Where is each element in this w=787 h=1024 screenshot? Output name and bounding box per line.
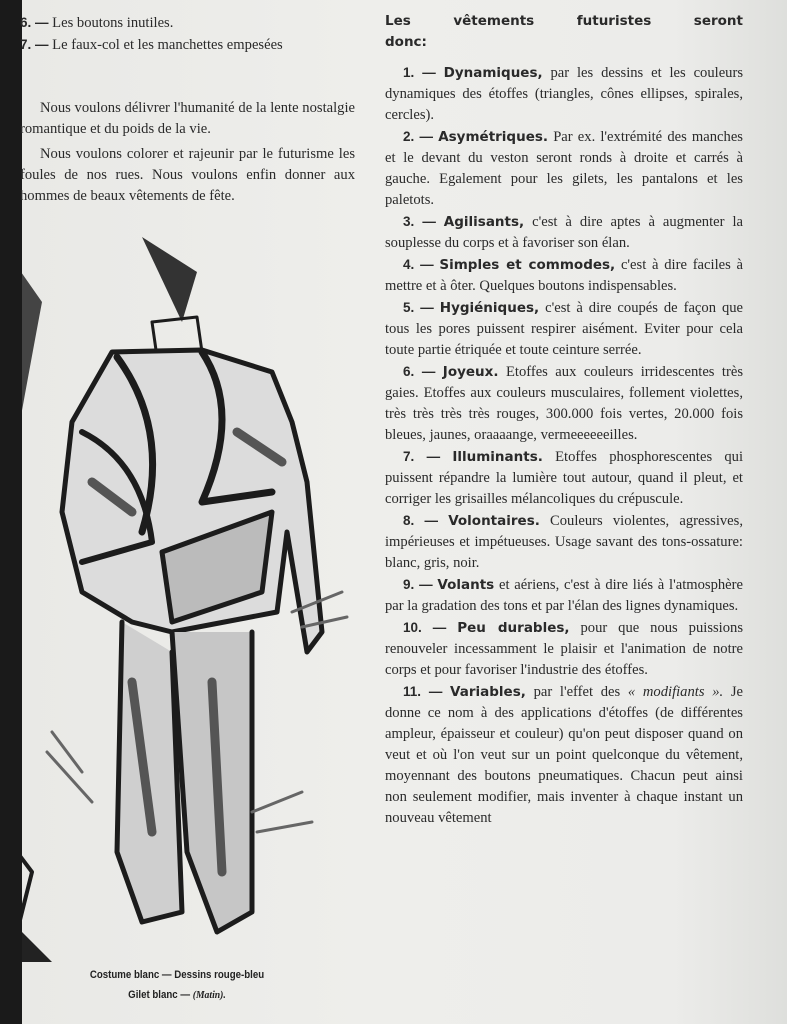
item-number: 11. — [403, 684, 443, 699]
list-item [385, 617, 743, 681]
list-item [385, 297, 743, 361]
item-text: c'est à dire aptes à augmenter la souplesse du corps et à favoriser son élan. [385, 214, 743, 251]
item-title: Simples et commodes, [439, 257, 616, 273]
item-title: Variables, [450, 684, 526, 700]
item-text: par les dessins et les couleurs dynamiques des étoffes (triangles, cônes ellipses, spirales, cercles). [385, 65, 744, 123]
item-title: Illuminants. [452, 449, 543, 465]
item-text: par l'effet des [533, 684, 621, 700]
item-number: 8. — [403, 513, 439, 528]
list-item [385, 211, 743, 254]
item-text: Etoffes aux couleurs irridescentes très gaies. Etoffes aux couleurs musculaires, follement violettes, très très très très rouges, 300.000 fois vertes, 20.000 fois bleues, jaunes, oraaaange, vermeeeeeeilles. [385, 364, 744, 443]
costume-illustration [22, 232, 357, 962]
item-title: Peu durables, [457, 620, 570, 636]
item-number: 5. — [403, 300, 434, 315]
item-number: 4. — [403, 257, 434, 272]
list-number: 7. — [20, 37, 49, 52]
item-number: 7. — [403, 449, 441, 464]
list-item [385, 126, 743, 211]
section-heading-cont: donc: [385, 34, 427, 50]
list-text: Le faux-col et les manchettes empesées [52, 37, 283, 53]
item-number: 3. — [403, 214, 436, 229]
list-item [385, 361, 743, 446]
list-item [20, 34, 355, 56]
item-title: Hygiéniques, [439, 300, 540, 316]
item-title: Joyeux. [442, 364, 499, 380]
item-number: 9. — [403, 577, 433, 592]
right-column [385, 11, 743, 829]
item-title: Volontaires. [448, 513, 540, 529]
list-text: Les boutons inutiles. [52, 15, 174, 31]
list-number: 6. — [20, 15, 49, 30]
numbered-list [385, 62, 743, 681]
paragraph: Nous voulons délivrer l'humanité de la lente nostalgie romantique et du poids de la vie. [20, 100, 355, 137]
item-title: Asymétriques. [438, 129, 549, 145]
item-title: Volants [437, 577, 495, 593]
list-item [385, 254, 743, 297]
list-item [385, 62, 743, 126]
list-item [385, 510, 743, 574]
item-number: 10. — [403, 620, 447, 635]
item-text: c'est à dire coupés de façon que tous les pores puissent respirer aisément. Eviter pour cela toute partie étriquée et toute ceinture serrée. [385, 300, 744, 358]
document-page [22, 0, 787, 1024]
item-number: 6. — [403, 364, 436, 379]
item-italic: « modifiants ». [627, 684, 724, 700]
item-number: 1. — [403, 65, 436, 80]
item-text: c'est à dire faciles à mettre et à ôter. Quelques boutons indispensables. [385, 257, 744, 294]
item-text: Couleurs violentes, agressives, impérieuses et impétueuses. Usage savant des tons-ossature: blanc, gris, noir. [385, 513, 743, 571]
item-text: Par ex. l'extrémité des manches et le devant du veston seront ronds à droite et carrés à gauche. Egalement pour les gilets, les pantalons et les paletots. [385, 129, 743, 208]
item-text: Je donne ce nom à des applications d'étoffes (de différentes ampleur, épaisseur et couleur) qu'on peut disposer quand on veut et où l'on veut sur un point quelconque du vêtement, moyennant des boutons pneumatiques. Chacun peut ainsi non seulement modifier, mais inventer à chaque instant un nouveau vêtement [385, 684, 744, 826]
paragraph: Nous voulons colorer et rajeunir par le futurisme les foules de nos rues. Nous voulons enfin donner aux hommes de beaux vêtements de fête. [20, 146, 355, 204]
item-text: et aériens, c'est à dire liés à l'atmosphère par la gradation des tons et par l'élan des lignes dynamiques. [385, 577, 743, 614]
list-item [20, 12, 355, 34]
caption-source: (Matin). [192, 989, 226, 1001]
section-heading: Les vêtements futuristes seront [385, 13, 743, 29]
figure-caption [41, 965, 314, 1005]
list-item [385, 681, 743, 829]
list-item [385, 574, 743, 617]
item-title: Agilisants, [443, 214, 525, 230]
caption-line: Costume blanc — Dessins rouge-bleu [89, 969, 265, 981]
left-column [20, 12, 355, 207]
list-item [385, 446, 743, 510]
item-number: 2. — [403, 129, 434, 144]
item-text: pour que nous puissions renouveler incessamment le plaisir et l'animation de notre corps et pour favoriser l'industrie des étoffes. [385, 620, 743, 678]
caption-line: Gilet blanc — [128, 989, 191, 1001]
item-title: Dynamiques, [443, 65, 543, 81]
item-text: Etoffes phosphorescentes qui puissent répandre la lumière tout autour, quand il pleut, et corriger les grisailles mélancoliques du crépuscule. [385, 449, 744, 507]
